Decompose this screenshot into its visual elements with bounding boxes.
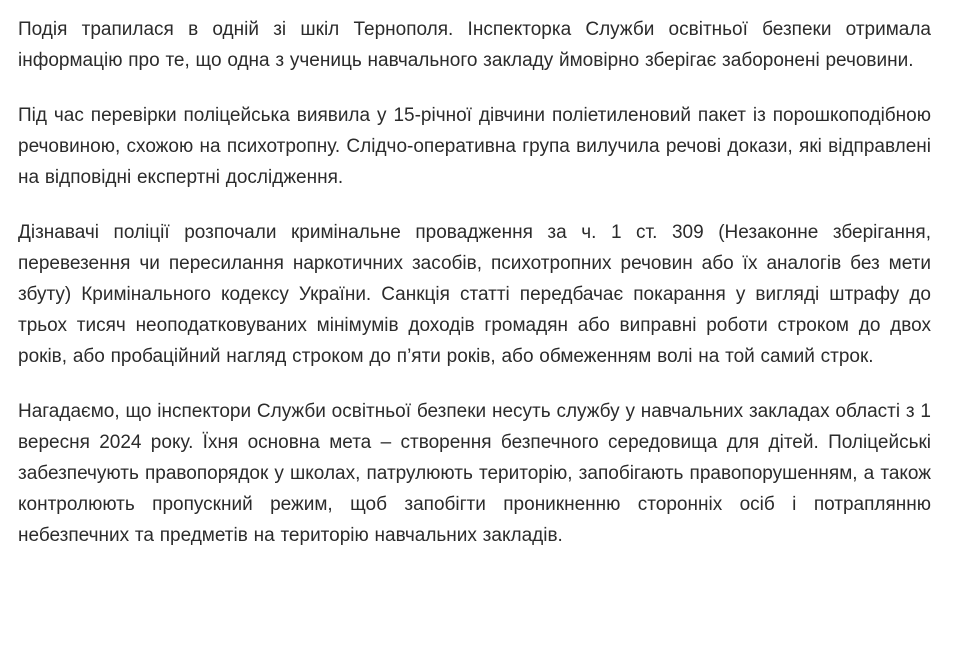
article-paragraph-inspection: Під час перевірки поліцейська виявила у 15-річної дівчини поліетиленовий пакет із порошкоподібною речовиною, схожою на психотропну. Слідчо-оперативна група вилучила речові докази, які відправлені на відповідні експертні дослідження. <box>18 105 931 188</box>
article-paragraph-criminal-case: Дізнавачі поліції розпочали кримінальне провадження за ч. 1 ст. 309 (Незаконне зберігання, перевезення чи пересилання наркотичних засобів, психотропних речовин або їх аналогів без мети збуту) Кримінального кодексу України. Санкція статті передбачає покарання у вигляді штрафу до трьох тисяч неоподатковуваних мінімумів доходів громадян або виправні роботи строком до двох років, або пробаційний нагляд строком до п’яти років, або обмеженням волі на той самий строк. <box>18 222 931 367</box>
article-paragraph-school-safety-service: Нагадаємо, що інспектори Служби освітньої безпеки несуть службу у навчальних закладах області з 1 вересня 2024 року. Їхня основна мета – створення безпечного середовища для дітей. Поліцейські забезпечують правопорядок у школах, патрулюють територію, запобігають правопорушенням, а також контролюють пропускний режим, щоб запобігти проникненню сторонніх осіб і потраплянню небезпечних та предметів на територію навчальних закладів. <box>18 401 931 546</box>
article-paragraph-incident: Подія трапилася в одній зі шкіл Тернополя. Інспекторка Служби освітньої безпеки отримала інформацію про те, що одна з учениць навчального закладу ймовірно зберігає заборонені речовини. <box>18 19 931 71</box>
